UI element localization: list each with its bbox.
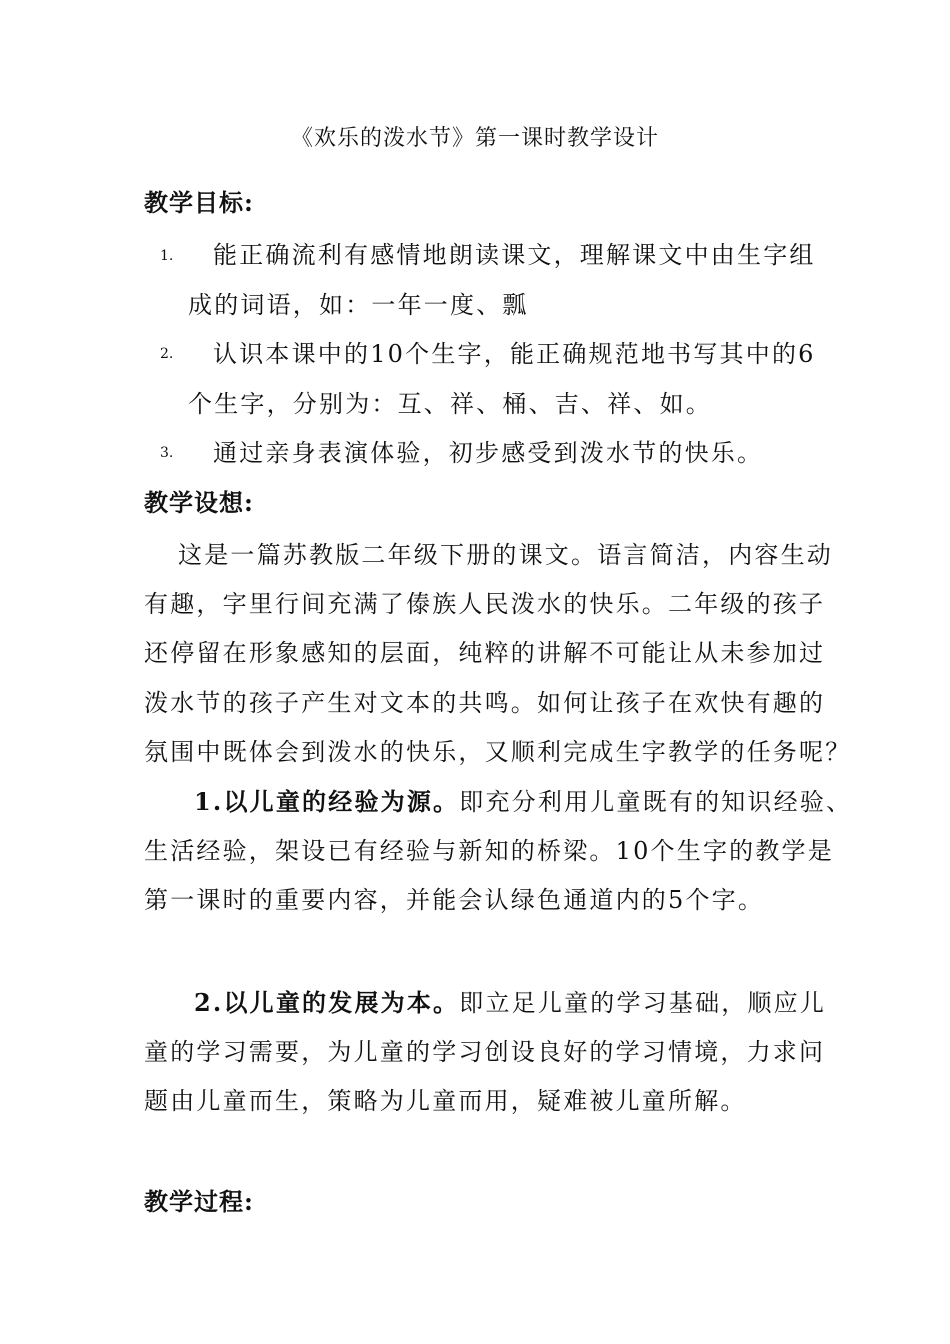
design-intro-line-5: 氛围中既体会到泼水的快乐，又顺利完成生字教学的任务呢？ <box>144 738 852 766</box>
goal-2-line-2: 个生字，分别为：互、祥、桶、吉、祥、如。 <box>188 390 712 418</box>
goal-number-2: 2. <box>160 346 174 362</box>
goal-3-line-1: 通过亲身表演体验，初步感受到泼水节的快乐。 <box>213 439 764 467</box>
point-2-first-rest: 即立足儿童的学习基础，顺应儿 <box>459 989 827 1017</box>
document-title: 《欢乐的泼水节》第一课时教学设计 <box>290 126 659 151</box>
point-1-line-1 <box>194 782 852 817</box>
design-intro-line-2: 有趣，字里行间充满了傣族人民泼水的快乐。二年级的孩子 <box>144 590 826 618</box>
design-intro-line-4: 泼水节的孩子产生对文本的共鸣。如何让孩子在欢快有趣的 <box>144 689 826 717</box>
goal-number-1: 1. <box>160 248 174 264</box>
design-intro-line-3: 还停留在形象感知的层面，纯粹的讲解不可能让从未参加过 <box>144 639 826 667</box>
point-2-lead: 2.以儿童的发展为本。 <box>194 988 460 1017</box>
goal-number-3: 3. <box>160 445 174 461</box>
design-intro-line-1: 这是一篇苏教版二年级下册的课文。语言简洁，内容生动 <box>178 541 833 569</box>
point-2-line-3: 题由儿童而生，策略为儿童而用，疑难被儿童所解。 <box>144 1087 747 1115</box>
process-heading: 教学过程: <box>144 1187 254 1216</box>
design-heading: 教学设想: <box>144 488 254 517</box>
goal-2-line-1: 认识本课中的10个生字，能正确规范地书写其中的6 <box>213 340 816 368</box>
point-2-line-1 <box>194 983 826 1018</box>
goal-1-line-2: 成的词语，如：一年一度、瓢 <box>188 291 529 319</box>
goals-heading: 教学目标: <box>144 188 254 217</box>
goal-1-line-1: 能正确流利有感情地朗读课文，理解课文中由生字组 <box>213 241 816 269</box>
point-1-line-3: 第一课时的重要内容，并能会认绿色通道内的5个字。 <box>144 886 765 914</box>
point-1-lead: 1.以儿童的经验为源。 <box>194 787 460 816</box>
point-1-line-2: 生活经验，架设已有经验与新知的桥梁。10个生字的教学是 <box>144 837 834 865</box>
point-2-line-2: 童的学习需要，为儿童的学习创设良好的学习情境，力求问 <box>144 1038 826 1066</box>
point-1-first-rest: 即充分利用儿童既有的知识经验、 <box>459 788 853 816</box>
